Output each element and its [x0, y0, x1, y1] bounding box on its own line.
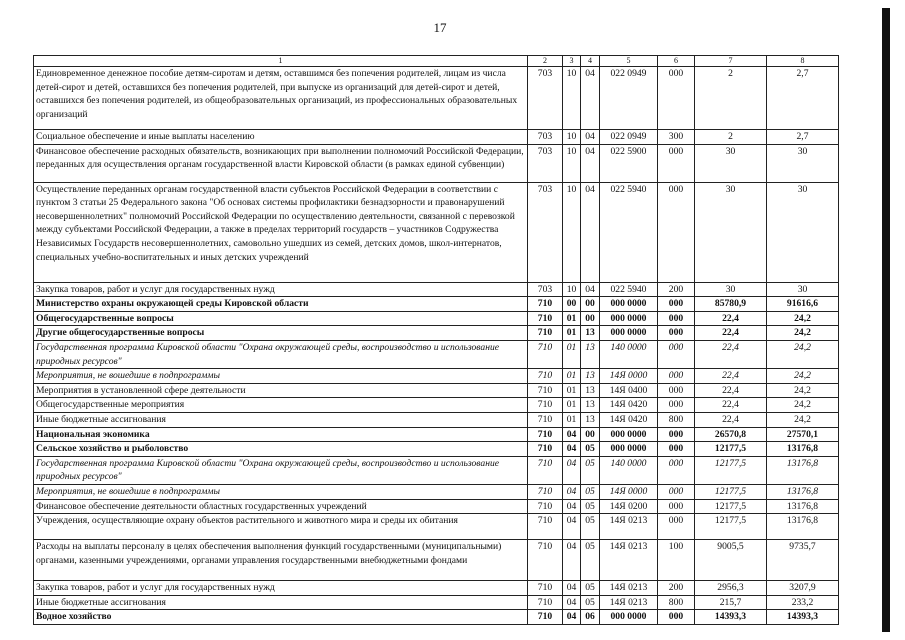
target-article-code-cell: 000 0000 — [600, 427, 658, 442]
amount-year-1-cell: 12177,5 — [695, 456, 767, 484]
amount-year-1-cell: 30 — [695, 144, 767, 182]
section-code-cell: 01 — [563, 340, 581, 368]
admin-code-cell: 710 — [528, 427, 563, 442]
amount-year-2-cell: 2,7 — [767, 130, 839, 145]
row-name-cell: Мероприятия, не вошедшие в подпрограммы — [34, 369, 528, 384]
table-row — [34, 581, 839, 596]
subsection-code-cell: 05 — [581, 595, 600, 610]
admin-code-cell: 710 — [528, 581, 563, 596]
amount-year-2-cell: 24,2 — [767, 383, 839, 398]
admin-code-cell: 710 — [528, 595, 563, 610]
amount-year-1-cell: 22,4 — [695, 369, 767, 384]
amount-year-1-cell: 30 — [695, 282, 767, 297]
header-cell: 8 — [767, 56, 839, 67]
admin-code-cell: 703 — [528, 182, 563, 282]
section-code-cell: 04 — [563, 427, 581, 442]
expense-type-code-cell: 000 — [658, 297, 695, 312]
amount-year-1-cell: 12177,5 — [695, 442, 767, 457]
admin-code-cell: 710 — [528, 297, 563, 312]
table-row — [34, 540, 839, 581]
expense-type-code-cell: 000 — [658, 67, 695, 130]
header-cell: 5 — [600, 56, 658, 67]
row-name-cell: Государственная программа Кировской области "Охрана окружающей среды, воспроизводство и использование природных ресурсов" — [34, 340, 528, 368]
row-name-cell: Общегосударственные мероприятия — [34, 398, 528, 413]
expense-type-code-cell: 000 — [658, 484, 695, 499]
table-row — [34, 67, 839, 130]
admin-code-cell: 703 — [528, 67, 563, 130]
expense-type-code-cell: 000 — [658, 144, 695, 182]
row-name-cell: Закупка товаров, работ и услуг для государственных нужд — [34, 282, 528, 297]
subsection-code-cell: 13 — [581, 340, 600, 368]
amount-year-2-cell: 24,2 — [767, 311, 839, 326]
expense-type-code-cell: 000 — [658, 326, 695, 341]
row-name-cell: Учреждения, осуществляющие охрану объектов растительного и животного мира и среды их обитания — [34, 514, 528, 540]
row-name-cell: Иные бюджетные ассигнования — [34, 595, 528, 610]
target-article-code-cell: 14Я 0000 — [600, 484, 658, 499]
subsection-code-cell: 05 — [581, 456, 600, 484]
section-code-cell: 04 — [563, 540, 581, 581]
table-row — [34, 499, 839, 514]
expense-type-code-cell: 000 — [658, 383, 695, 398]
row-name-cell: Социальное обеспечение и иные выплаты населению — [34, 130, 528, 145]
admin-code-cell: 710 — [528, 326, 563, 341]
row-name-cell: Министерство охраны окружающей среды Кировской области — [34, 297, 528, 312]
row-name-cell: Финансовое обеспечение расходных обязательств, возникающих при выполнении полномочий Российской Федерации, переданных для осуществления органам государственной власти Кировской области (в рамках единой субвенции) — [34, 144, 528, 182]
page-number: 17 — [433, 20, 447, 35]
header-cell: 6 — [658, 56, 695, 67]
section-code-cell: 04 — [563, 514, 581, 540]
table-row — [34, 182, 839, 282]
admin-code-cell: 710 — [528, 499, 563, 514]
admin-code-cell: 703 — [528, 144, 563, 182]
table-row — [34, 412, 839, 427]
amount-year-2-cell: 13176,8 — [767, 499, 839, 514]
header-cell: 2 — [528, 56, 563, 67]
table-row — [34, 297, 839, 312]
table-row — [34, 369, 839, 384]
amount-year-2-cell: 13176,8 — [767, 456, 839, 484]
target-article-code-cell: 14Я 0420 — [600, 398, 658, 413]
admin-code-cell: 710 — [528, 484, 563, 499]
expense-type-code-cell: 000 — [658, 369, 695, 384]
row-name-cell: Государственная программа Кировской области "Охрана окружающей среды, воспроизводство и использование природных ресурсов" — [34, 456, 528, 484]
section-code-cell: 04 — [563, 610, 581, 625]
amount-year-2-cell: 233,2 — [767, 595, 839, 610]
subsection-code-cell: 13 — [581, 398, 600, 413]
admin-code-cell: 710 — [528, 383, 563, 398]
subsection-code-cell: 04 — [581, 144, 600, 182]
row-name-cell: Другие общегосударственные вопросы — [34, 326, 528, 341]
row-name-cell: Общегосударственные вопросы — [34, 311, 528, 326]
scan-edge-bar — [882, 8, 890, 632]
amount-year-1-cell: 2 — [695, 67, 767, 130]
amount-year-1-cell: 22,4 — [695, 383, 767, 398]
amount-year-2-cell: 2,7 — [767, 67, 839, 130]
header-cell: 1 — [34, 56, 528, 67]
admin-code-cell: 710 — [528, 456, 563, 484]
row-name-cell: Закупка товаров, работ и услуг для государственных нужд — [34, 581, 528, 596]
section-code-cell: 10 — [563, 67, 581, 130]
amount-year-2-cell: 9735,7 — [767, 540, 839, 581]
table-row — [34, 340, 839, 368]
expense-type-code-cell: 800 — [658, 595, 695, 610]
admin-code-cell: 703 — [528, 130, 563, 145]
table-row — [34, 130, 839, 145]
amount-year-1-cell: 215,7 — [695, 595, 767, 610]
amount-year-1-cell: 9005,5 — [695, 540, 767, 581]
amount-year-2-cell: 13176,8 — [767, 514, 839, 540]
amount-year-2-cell: 24,2 — [767, 369, 839, 384]
target-article-code-cell: 022 5900 — [600, 144, 658, 182]
subsection-code-cell: 05 — [581, 442, 600, 457]
expense-type-code-cell: 000 — [658, 610, 695, 625]
admin-code-cell: 703 — [528, 282, 563, 297]
admin-code-cell: 710 — [528, 442, 563, 457]
amount-year-2-cell: 27570,1 — [767, 427, 839, 442]
subsection-code-cell: 13 — [581, 412, 600, 427]
admin-code-cell: 710 — [528, 311, 563, 326]
target-article-code-cell: 022 5940 — [600, 182, 658, 282]
amount-year-2-cell: 13176,8 — [767, 484, 839, 499]
admin-code-cell: 710 — [528, 412, 563, 427]
section-code-cell: 10 — [563, 144, 581, 182]
amount-year-2-cell: 30 — [767, 182, 839, 282]
admin-code-cell: 710 — [528, 398, 563, 413]
table-row — [34, 442, 839, 457]
budget-table — [33, 55, 839, 625]
table-row — [34, 383, 839, 398]
table-row — [34, 484, 839, 499]
row-name-cell: Иные бюджетные ассигнования — [34, 412, 528, 427]
admin-code-cell: 710 — [528, 540, 563, 581]
section-code-cell: 04 — [563, 581, 581, 596]
header-cell: 7 — [695, 56, 767, 67]
expense-type-code-cell: 200 — [658, 282, 695, 297]
amount-year-2-cell: 24,2 — [767, 326, 839, 341]
expense-type-code-cell: 000 — [658, 427, 695, 442]
table-row — [34, 456, 839, 484]
row-name-cell: Осуществление переданных органам государственной власти субъектов Российской Федерации в соответствии с пунктом 3 статьи 25 Федерального закона "Об основах системы профилактики безнадзорности и правонарушений несовершеннолетних" полномочий Российской Федерации по осуществлению деятельности, связанной с перевозкой между субъектами Российской Федерации, а также в пределах территорий государств – участников Содружества Независимых Государств несовершеннолетних, самовольно ушедших из семей, детских домов, школ-интернатов, специальных учебно-воспитательных и иных детских учреждений — [34, 182, 528, 282]
row-name-cell: Водное хозяйство — [34, 610, 528, 625]
amount-year-1-cell: 2 — [695, 130, 767, 145]
amount-year-2-cell: 24,2 — [767, 340, 839, 368]
amount-year-1-cell: 2956,3 — [695, 581, 767, 596]
admin-code-cell: 710 — [528, 340, 563, 368]
table-row — [34, 282, 839, 297]
section-code-cell: 10 — [563, 282, 581, 297]
target-article-code-cell: 14Я 0213 — [600, 540, 658, 581]
subsection-code-cell: 05 — [581, 499, 600, 514]
target-article-code-cell: 022 0949 — [600, 67, 658, 130]
subsection-code-cell: 04 — [581, 130, 600, 145]
table-row — [34, 595, 839, 610]
amount-year-2-cell: 30 — [767, 144, 839, 182]
table-row — [34, 326, 839, 341]
subsection-code-cell: 05 — [581, 514, 600, 540]
header-cell: 4 — [581, 56, 600, 67]
amount-year-2-cell: 13176,8 — [767, 442, 839, 457]
amount-year-2-cell: 30 — [767, 282, 839, 297]
subsection-code-cell: 06 — [581, 610, 600, 625]
row-name-cell: Мероприятия в установленной сфере деятельности — [34, 383, 528, 398]
amount-year-1-cell: 22,4 — [695, 340, 767, 368]
target-article-code-cell: 022 5940 — [600, 282, 658, 297]
target-article-code-cell: 14Я 0420 — [600, 412, 658, 427]
target-article-code-cell: 000 0000 — [600, 610, 658, 625]
table-row — [34, 514, 839, 540]
target-article-code-cell: 14Я 0000 — [600, 369, 658, 384]
amount-year-1-cell: 12177,5 — [695, 484, 767, 499]
expense-type-code-cell: 000 — [658, 311, 695, 326]
section-code-cell: 04 — [563, 595, 581, 610]
target-article-code-cell: 14Я 0200 — [600, 499, 658, 514]
amount-year-1-cell: 22,4 — [695, 326, 767, 341]
subsection-code-cell: 04 — [581, 67, 600, 130]
section-code-cell: 10 — [563, 130, 581, 145]
section-code-cell: 10 — [563, 182, 581, 282]
subsection-code-cell: 00 — [581, 297, 600, 312]
subsection-code-cell: 05 — [581, 581, 600, 596]
section-code-cell: 01 — [563, 369, 581, 384]
subsection-code-cell: 05 — [581, 540, 600, 581]
expense-type-code-cell: 000 — [658, 182, 695, 282]
section-code-cell: 01 — [563, 398, 581, 413]
subsection-code-cell: 00 — [581, 311, 600, 326]
section-code-cell: 04 — [563, 456, 581, 484]
admin-code-cell: 710 — [528, 514, 563, 540]
expense-type-code-cell: 200 — [658, 581, 695, 596]
target-article-code-cell: 000 0000 — [600, 442, 658, 457]
section-code-cell: 01 — [563, 412, 581, 427]
header-cell: 3 — [563, 56, 581, 67]
row-name-cell: Единовременное денежное пособие детям-сиротам и детям, оставшимся без попечения родителей, лицам из числа детей-сирот и детей, оставшихся без попечения родителей, при выпуске из организаций для детей-сирот и детей, оставшихся без попечения родителей, из общеобразовательных организаций, из профессиональных образовательных организаций — [34, 67, 528, 130]
section-code-cell: 04 — [563, 484, 581, 499]
table-row — [34, 427, 839, 442]
row-name-cell: Мероприятия, не вошедшие в подпрограммы — [34, 484, 528, 499]
section-code-cell: 01 — [563, 311, 581, 326]
section-code-cell: 01 — [563, 326, 581, 341]
amount-year-2-cell: 14393,3 — [767, 610, 839, 625]
subsection-code-cell: 05 — [581, 484, 600, 499]
section-code-cell: 01 — [563, 383, 581, 398]
subsection-code-cell: 00 — [581, 427, 600, 442]
row-name-cell: Расходы на выплаты персоналу в целях обеспечения выполнения функций государственными (муниципальными) органами, казенными учреждениями, органами управления государственными внебюджетными фондами — [34, 540, 528, 581]
amount-year-2-cell: 3207,9 — [767, 581, 839, 596]
amount-year-2-cell: 91616,6 — [767, 297, 839, 312]
expense-type-code-cell: 800 — [658, 412, 695, 427]
amount-year-2-cell: 24,2 — [767, 398, 839, 413]
target-article-code-cell: 14Я 0213 — [600, 581, 658, 596]
target-article-code-cell: 14Я 0213 — [600, 595, 658, 610]
amount-year-2-cell: 24,2 — [767, 412, 839, 427]
row-name-cell: Сельское хозяйство и рыболовство — [34, 442, 528, 457]
row-name-cell: Финансовое обеспечение деятельности областных государственных учреждений — [34, 499, 528, 514]
table-row — [34, 144, 839, 182]
section-code-cell: 00 — [563, 297, 581, 312]
section-code-cell: 04 — [563, 442, 581, 457]
table-row — [34, 398, 839, 413]
table-row — [34, 610, 839, 625]
target-article-code-cell: 140 0000 — [600, 340, 658, 368]
expense-type-code-cell: 000 — [658, 499, 695, 514]
target-article-code-cell: 14Я 0213 — [600, 514, 658, 540]
row-name-cell: Национальная экономика — [34, 427, 528, 442]
target-article-code-cell: 000 0000 — [600, 297, 658, 312]
amount-year-1-cell: 22,4 — [695, 398, 767, 413]
expense-type-code-cell: 000 — [658, 442, 695, 457]
target-article-code-cell: 000 0000 — [600, 311, 658, 326]
admin-code-cell: 710 — [528, 610, 563, 625]
table-header-row — [34, 56, 839, 67]
expense-type-code-cell: 000 — [658, 398, 695, 413]
amount-year-1-cell: 85780,9 — [695, 297, 767, 312]
subsection-code-cell: 13 — [581, 383, 600, 398]
amount-year-1-cell: 22,4 — [695, 412, 767, 427]
amount-year-1-cell: 26570,8 — [695, 427, 767, 442]
subsection-code-cell: 04 — [581, 282, 600, 297]
subsection-code-cell: 13 — [581, 369, 600, 384]
amount-year-1-cell: 14393,3 — [695, 610, 767, 625]
admin-code-cell: 710 — [528, 369, 563, 384]
subsection-code-cell: 04 — [581, 182, 600, 282]
target-article-code-cell: 140 0000 — [600, 456, 658, 484]
target-article-code-cell: 022 0949 — [600, 130, 658, 145]
target-article-code-cell: 000 0000 — [600, 326, 658, 341]
expense-type-code-cell: 100 — [658, 540, 695, 581]
expense-type-code-cell: 000 — [658, 340, 695, 368]
expense-type-code-cell: 000 — [658, 514, 695, 540]
amount-year-1-cell: 30 — [695, 182, 767, 282]
amount-year-1-cell: 12177,5 — [695, 514, 767, 540]
expense-type-code-cell: 000 — [658, 456, 695, 484]
table-row — [34, 311, 839, 326]
section-code-cell: 04 — [563, 499, 581, 514]
amount-year-1-cell: 12177,5 — [695, 499, 767, 514]
amount-year-1-cell: 22,4 — [695, 311, 767, 326]
target-article-code-cell: 14Я 0400 — [600, 383, 658, 398]
expense-type-code-cell: 300 — [658, 130, 695, 145]
subsection-code-cell: 13 — [581, 326, 600, 341]
